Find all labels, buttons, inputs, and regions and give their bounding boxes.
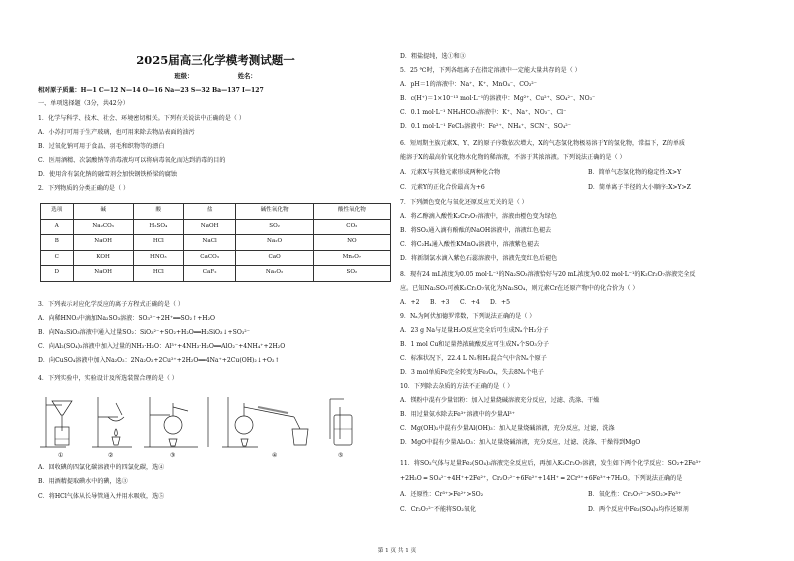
table-cell: C	[41, 250, 74, 266]
table-cell: CaO	[236, 250, 313, 266]
q5-option-c: C．0.1 mol·L⁻¹ NH₄HCO₃溶液中：K⁺、Na⁺、NO₃⁻、Cl⁻	[400, 109, 567, 116]
q3-option-d: D．向CuSO₄溶液中加入Na₂O₂：2Na₂O₂+2Cu²⁺+2H₂O══4Na⁺+2Cu(OH)₂↓+O₂↑	[38, 357, 280, 364]
q1-option-a: A．小苏打可用于生产玻璃，也可用来除去物品表面的油污	[38, 129, 195, 136]
q6-option-b: B．简单气态氢化物的稳定性:X>Y	[588, 169, 682, 176]
q3-option-a: A．向稀HNO₃中滴加Na₂SO₃溶液：SO₃²⁻+2H⁺══SO₂↑+H₂O	[38, 315, 216, 322]
q7-stem: 7．下列颜色变化与氧化还原反应无关的是（ ）	[400, 199, 528, 206]
q11-option-b: B．氧化性：Cr₂O₇²⁻>SO₂>Fe³⁺	[588, 491, 682, 498]
table-cell: KOH	[73, 250, 133, 266]
table-header: 选项	[41, 204, 74, 220]
table-cell: Na₂CO₃	[73, 219, 133, 235]
apparatus-label: ②	[108, 452, 114, 459]
condenser-apparatus	[222, 397, 308, 447]
name-label: 姓名：	[237, 73, 257, 80]
apparatus-label: ③	[170, 452, 176, 459]
q8-option-c: C．+4	[460, 299, 480, 306]
q6-option-d: D．简单离子半径的大小顺序:X>Y>Z	[588, 184, 691, 191]
q10-option-a: A．镁粉中混有少量铝粉：加入过量烧碱溶液充分反应，过滤、洗涤、干燥	[400, 397, 600, 404]
q9-option-c: C．标准状况下，22.4 L N₂和H₂混合气中含Nₐ个原子	[400, 355, 547, 362]
class-name-line	[38, 74, 393, 80]
apparatus-label: ⑤	[338, 452, 344, 459]
q8-stem-line1: 8．现有24 mL浓度为0.05 mol·L⁻¹的Na₂SO₃溶液恰好与20 mL浓度为0.02 mol·L⁻¹的K₂Cr₂O₇溶液完全反	[400, 271, 696, 278]
table-cell: HCl	[133, 235, 183, 251]
q1-option-b: B．过氧化钠可用于食品、羽毛和织物等的漂白	[38, 143, 165, 150]
table-cell: HCl	[133, 266, 183, 282]
section-heading: 一、单项选择题（3分，共42分）	[38, 100, 129, 107]
q3-stem: 3．下列表示对应化学反应的离子方程式正确的是（ ）	[38, 301, 184, 308]
page-footer: 第 1 页 共 1 页	[377, 548, 417, 554]
q7-option-a: A．将乙醇滴入酸性K₂Cr₂O₇溶液中，溶液由橙色变为绿色	[400, 213, 557, 220]
page-title: 2025届高三化学模考测试题一	[136, 53, 295, 67]
q11-option-d: D．两个反应中Fe₂(SO₄)₃均作还原剂	[588, 506, 689, 513]
table-header-row	[41, 204, 391, 220]
q7-option-b: B．将SO₂通入滴有酚酞的NaOH溶液中，溶液红色褪去	[400, 227, 552, 234]
q11-option-a: A．还原性：Cr³⁺>Fe²⁺>SO₂	[400, 491, 484, 498]
q10-option-c: C．Mg(OH)₂中混有少量Al(OH)₃：加入足量烧碱溶液，充分反应，过滤，洗涤	[400, 425, 615, 432]
q4-option-d: D．粗盐提纯，选①和③	[400, 53, 466, 60]
classification-table	[40, 203, 391, 282]
apparatus-labels	[58, 452, 343, 459]
table-cell: NaCl	[183, 235, 236, 251]
distillation-apparatus	[144, 397, 208, 447]
q1-option-d: D．使用含有氯化钠的融雪剂会加快钢铁桥梁的腐蚀	[38, 171, 177, 178]
table-header: 碱	[73, 204, 133, 220]
table-cell: SO₂	[236, 219, 313, 235]
table-cell: Na₂O₂	[236, 266, 313, 282]
q6-stem-line1: 6．短周期主族元素X、Y、Z的原子序数依次增大，X的气态氢化物极易溶于Y的氢化物，常温下，Z的单质	[400, 140, 686, 147]
table-cell: CaF₂	[183, 266, 236, 282]
table-row	[41, 266, 391, 282]
q6-stem-line2: 能溶于X的最高价氧化物水化物的稀溶液，不溶于其浓溶液。下列说法正确的是（ ）	[400, 154, 626, 161]
q8-option-d: D．+5	[490, 299, 510, 306]
q10-stem: 10．下列除去杂质的方法不正确的是（ ）	[400, 383, 514, 390]
q8-stem-line2: 应。已知Na₂SO₃可被K₂Cr₂O₇氧化为Na₂SO₄，则元素Cr在还原产物中的化合价为（ ）	[400, 285, 639, 292]
table-cell: H₂SO₄	[133, 219, 183, 235]
q3-option-b: B．向Na₂SiO₃溶液中通入过量SO₂：SiO₃²⁻+SO₂+H₂O══H₂SiO₃↓+SO₃²⁻	[38, 329, 250, 336]
table-cell: CaCO₃	[183, 250, 236, 266]
q5-option-d: D．0.1 mol·L⁻¹ FeCl₃溶液中：Fe²⁺、NH₄⁺、SCN⁻、SO₄²⁻	[400, 123, 571, 130]
table-header: 盐	[183, 204, 236, 220]
table-row	[41, 235, 391, 251]
atomic-masses: 相对原子质量：H—1 C—12 N—14 O—16 Na—23 S—32 Ba—137 I—127	[38, 87, 264, 94]
class-label: 班级：	[174, 73, 194, 80]
q4-option-c: C．将HCl气体从长导管通入并用水吸收，选⑤	[38, 493, 165, 500]
table-cell: NO	[313, 235, 390, 251]
table-row	[41, 250, 391, 266]
q1-stem: 1．化学与科学、技术、社会、环境密切相关。下列有关说法中正确的是（ ）	[38, 115, 245, 122]
q5-stem: 5．25 ℃时，下列各组离子在指定溶液中一定能大量共存的是（ ）	[400, 67, 581, 74]
q3-option-c: C．向Al₂(SO₄)₃溶液中加入过量的NH₃·H₂O：Al³⁺+4NH₃·H₂O══AlO₂⁻+4NH₄⁺+2H₂O	[38, 343, 286, 350]
table-cell: SO₂	[313, 266, 390, 282]
table-header: 碱性氧化物	[236, 204, 313, 220]
q10-option-d: D．MgO中混有少量Al₂O₃：加入足量烧碱溶液，充分反应，过滤、洗涤、干燥得到MgO	[400, 439, 641, 446]
table-header: 酸	[133, 204, 183, 220]
q6-option-c: C．元素Y的正化合价最高为+6	[400, 184, 485, 191]
table-row	[41, 219, 391, 235]
lab-apparatus-figure	[38, 395, 393, 461]
q6-option-a: A．元素X与其他元素形成两种化合物	[400, 169, 501, 176]
table-cell: D	[41, 266, 74, 282]
q11-stem-line1: 11．将SO₂气体与足量Fe₂(SO₄)₃溶液完全反应后，再加入K₂Cr₂O₇溶液，发生如下两个化学反应：SO₂+2Fe³⁺	[400, 460, 702, 467]
q1-option-c: C．医用酒精、次氯酸钠等消毒液均可以将病毒氧化而达到消毒的目的	[38, 157, 226, 164]
apparatus-label: ④	[272, 452, 278, 459]
table-cell: A	[41, 219, 74, 235]
table-cell: Na₂O	[236, 235, 313, 251]
q8-option-a: A．+2	[400, 299, 420, 306]
q9-option-a: A．23 g Na与足量H₂O反应完全后可生成Nₐ个H₂分子	[400, 327, 549, 334]
gas-absorption-apparatus	[330, 399, 352, 445]
q2-stem: 2．下列物质的分类正确的是（ ）	[38, 185, 130, 192]
filtration-apparatus	[40, 397, 72, 447]
q7-option-c: C．将C₂H₄通入酸性KMnO₄溶液中，溶液紫色褪去	[400, 241, 540, 248]
evaporation-apparatus	[92, 397, 132, 447]
q9-option-b: B．1 mol Cu和足量热浓硫酸反应可生成Nₐ个SO₃分子	[400, 341, 550, 348]
q8-option-b: B．+3	[430, 299, 450, 306]
table-cell: NaOH	[73, 235, 133, 251]
table-cell: HNO₃	[133, 250, 183, 266]
q9-option-d: D．3 mol单质Fe完全转变为Fe₃O₄，失去8Nₐ个电子	[400, 369, 544, 376]
table-cell: Mn₂O₇	[313, 250, 390, 266]
q11-option-c: C．Cr₂O₇²⁻不能将SO₂氧化	[400, 506, 476, 513]
table-cell: NaOH	[73, 266, 133, 282]
q4-stem: 4．下列实验中，实验设计及所选装置合理的是（ ）	[38, 375, 178, 382]
table-header: 酸性氧化物	[313, 204, 390, 220]
q5-option-b: B．c(H⁺)＝1×10⁻¹³ mol·L⁻¹的溶液中：Mg²⁺、Cu²⁺、SO₄²⁻、NO₃⁻	[400, 95, 596, 102]
table-cell: NaOH	[183, 219, 236, 235]
q5-option-a: A．pH＝1的溶液中：Na⁺、K⁺、MnO₄⁻、CO₃²⁻	[400, 81, 537, 88]
table-cell: B	[41, 235, 74, 251]
q11-stem-line2: +2H₂O ═ SO₄²⁻+4H⁺+2Fe²⁺，Cr₂O₇²⁻+6Fe²⁺+14H⁺ ═ 2Cr³⁺+6Fe³⁺+7H₂O。下列说法正确的是	[400, 475, 683, 482]
q10-option-b: B．用过量氨水除去Fe³⁺溶液中的少量Al³⁺	[400, 411, 515, 418]
table-cell: CO₂	[313, 219, 390, 235]
q4-option-b: B．用酒精提取碘水中的碘，选③	[38, 478, 128, 485]
q4-option-a: A．回收碘的四氯化碳溶液中的四氯化碳，选④	[38, 464, 165, 471]
q9-stem: 9．Nₐ为阿伏加德罗常数，下列说法正确的是（ ）	[400, 313, 536, 320]
q7-option-d: D．将新制氯水滴入紫色石蕊溶液中，溶液先变红色后褪色	[400, 255, 558, 262]
apparatus-label: ①	[58, 452, 64, 459]
